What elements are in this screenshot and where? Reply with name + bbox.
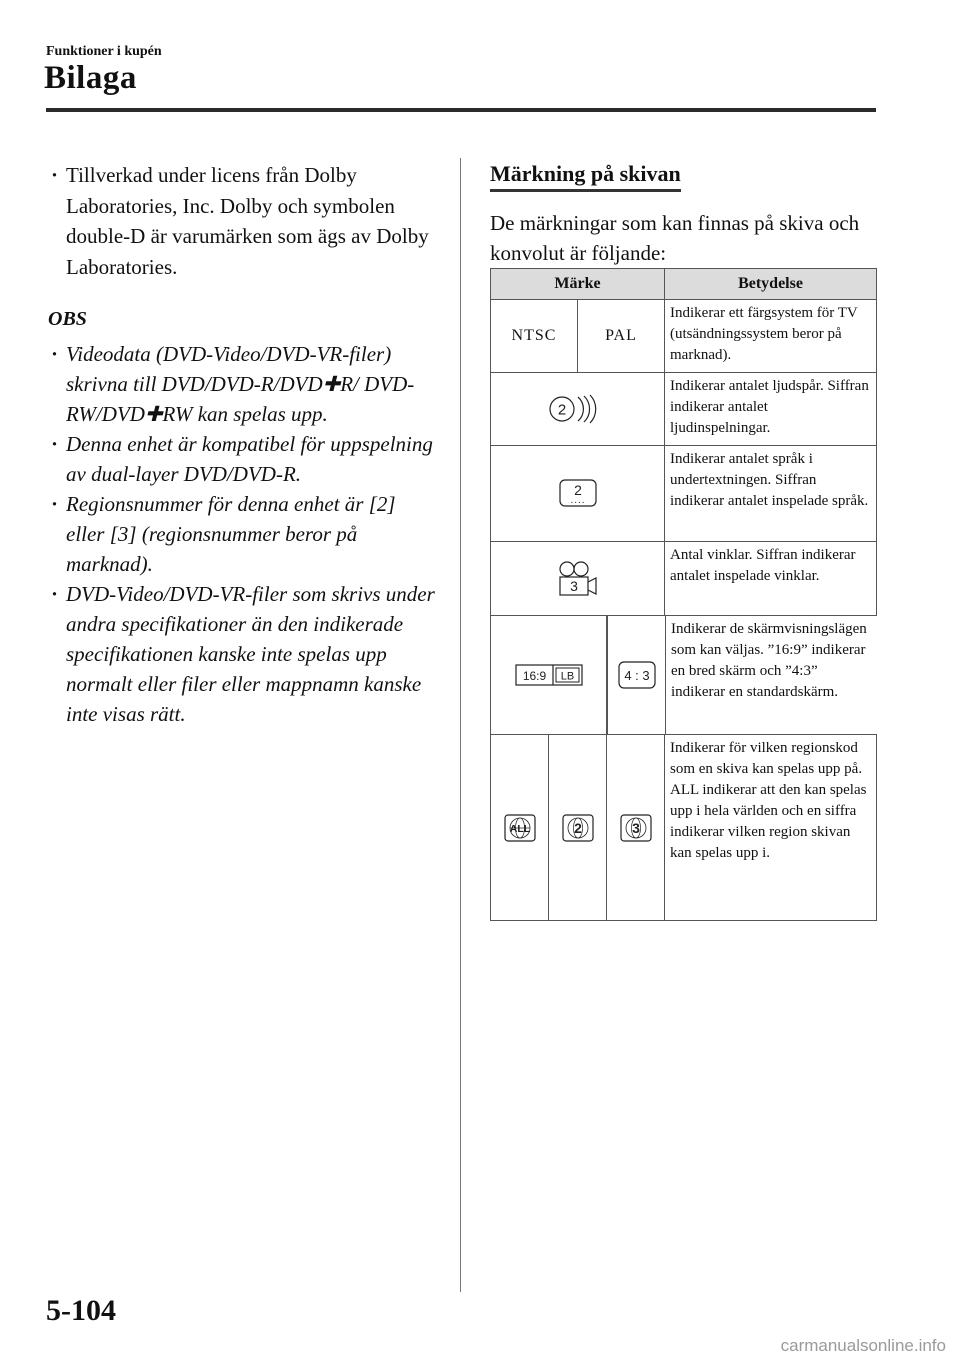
obs-item (48, 429, 438, 489)
obs-text: DVD-Video/DVD-VR-filer som skrivs under andra specifikationer än den indikerade specifikationen kanske inte spelas upp normalt eller filer eller mappnamn kanske inte visas rätt. (66, 582, 435, 726)
obs-text: Denna enhet är kompatibel för uppspelning av dual-layer DVD/DVD-R. (66, 432, 433, 486)
mark-ntsc: NTSC (511, 327, 557, 344)
mark-cell (491, 373, 665, 446)
audio-tracks-icon (546, 393, 610, 425)
column-divider (460, 158, 461, 1292)
mark-cell (549, 735, 607, 921)
region-all-icon (503, 813, 537, 843)
disc-marks-table (490, 268, 877, 921)
region-3-icon (619, 813, 653, 843)
subtitle-languages-icon (556, 476, 600, 512)
standard-screen-label: 4 : 3 (623, 668, 650, 683)
meaning-cell: Antal vinklar. Siffran indikerar antalet inspelade vinklar. (665, 542, 877, 616)
region-2-label: 2 (573, 819, 582, 836)
letterbox-label: LB (560, 670, 574, 683)
obs-text: Videodata (DVD-Video/DVD-VR-filer) skrivna till DVD/DVD-R/DVD✚R/ DVD-RW/DVD✚RW kan spelas upp. (66, 342, 415, 426)
mark-cell (491, 542, 665, 616)
table-row (491, 300, 877, 373)
meaning-cell: Indikerar ett färgsystem för TV (utsändningssystem beror på marknad). (665, 300, 877, 373)
obs-heading: OBS (48, 308, 87, 330)
obs-item (48, 579, 438, 729)
page-number: 5-104 (46, 1294, 116, 1327)
page-title: Bilaga (44, 60, 137, 96)
mark-cell (491, 735, 549, 921)
mark-cell (607, 735, 665, 921)
widescreen-label: 16:9 (522, 669, 546, 683)
bullet-dot-icon: · (51, 432, 59, 456)
camera-angles-icon (554, 559, 602, 599)
section-intro: De märkningar som kan finnas på skiva och konvolut är följande: (490, 211, 860, 265)
meaning-cell: Indikerar antalet ljudspår. Siffran indikerar antalet ljudinspelningar. (665, 373, 877, 446)
meaning-cell: Indikerar antalet språk i undertextningen. Siffran indikerar antalet inspelade språk. (665, 446, 877, 542)
table-row (491, 446, 877, 542)
table-row (491, 735, 877, 921)
watermark: carmanualsonline.info (780, 1336, 946, 1355)
mark-cell (578, 300, 665, 373)
header-rule (46, 108, 876, 112)
mark-cell (491, 616, 607, 735)
meaning-cell: Indikerar de skärmvisningslägen som kan väljas. ”16:9” indikerar en bred skärm och ”4:3” indikerar en standardskärm. (666, 616, 877, 734)
bullet-text: Tillverkad under licens från Dolby Laboratories, Inc. Dolby och symbolen double-D är varumärken som ägs av Dolby Laboratories. (66, 163, 429, 279)
section-label: Funktioner i kupén (46, 44, 162, 59)
mark-pal: PAL (605, 327, 637, 344)
widescreen-letterbox-icon (515, 663, 583, 687)
mark-cell (491, 300, 578, 373)
camera-angles-label: 3 (569, 577, 578, 594)
meaning-cell: Indikerar för vilken regionskod som en skiva kan spelas upp på. ALL indikerar att den kan spelas upp i hela världen och en siffra indikerar vilken region skivan kan spelas upp i. (665, 735, 877, 921)
obs-item (48, 489, 438, 579)
region-2-icon (561, 813, 595, 843)
table-row (491, 373, 877, 446)
table-header-row (491, 269, 877, 300)
header-meaning: Betydelse (665, 269, 877, 300)
bullet-dot-icon: · (51, 582, 59, 606)
obs-item (48, 339, 438, 429)
region-all-label: ALL (509, 822, 530, 835)
bullet-item (48, 160, 438, 282)
mark-cell (491, 446, 665, 542)
right-column (490, 160, 876, 268)
region-3-label: 3 (631, 819, 640, 836)
table-row (491, 616, 877, 735)
svg-text:....: .... (569, 494, 586, 506)
audio-tracks-label: 2 (557, 401, 566, 419)
format-split-cell (607, 616, 877, 735)
header-mark: Märke (491, 269, 665, 300)
bullet-dot-icon: · (51, 163, 59, 187)
table-row (491, 542, 877, 616)
bullet-dot-icon: · (51, 492, 59, 516)
standard-screen-icon (617, 660, 657, 690)
mark-cell (608, 616, 666, 734)
obs-text: Regionsnummer för denna enhet är [2] eller [3] (regionsnummer beror på marknad). (66, 492, 396, 576)
format-subtable (607, 616, 877, 734)
bullet-dot-icon: · (51, 342, 59, 366)
left-column (48, 160, 438, 729)
section-title: Märkning på skivan (490, 160, 681, 192)
subtitle-languages-label: 2 (573, 481, 582, 498)
